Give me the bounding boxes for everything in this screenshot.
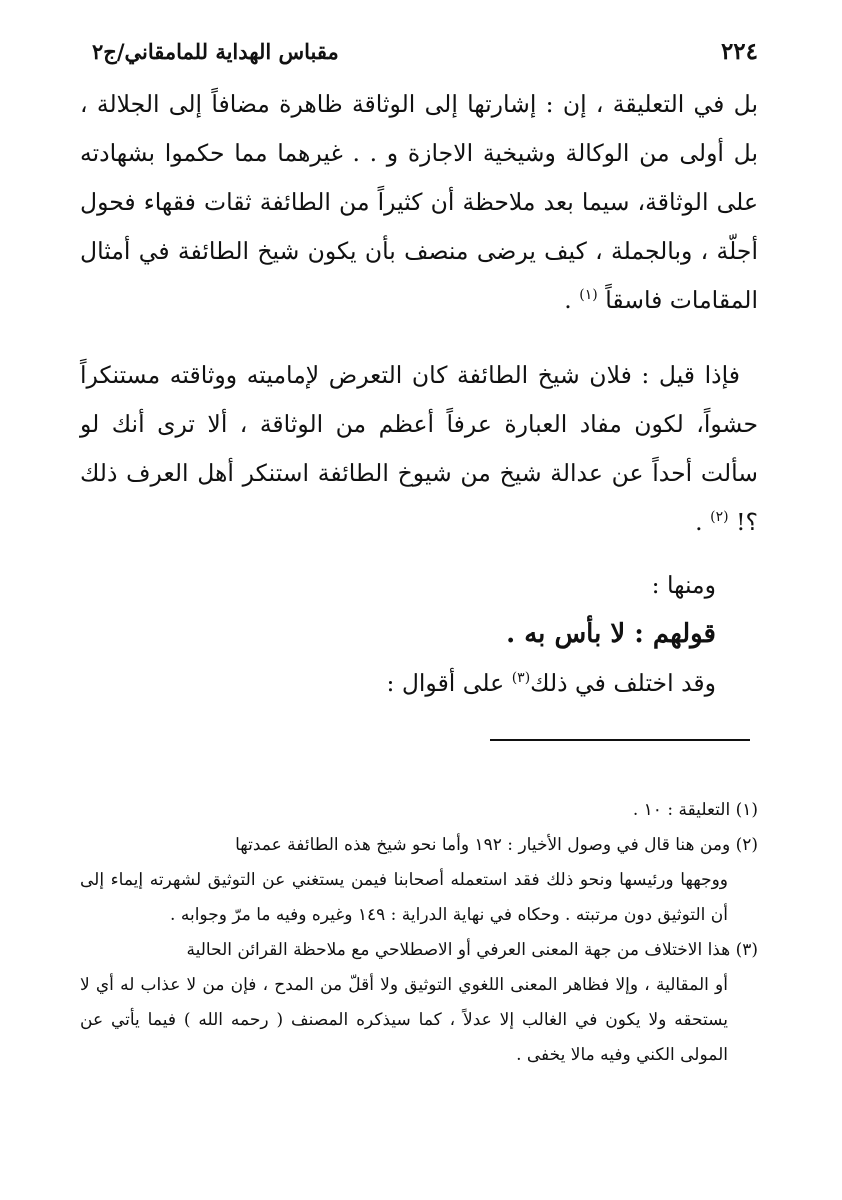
paragraph-1-text: بل في التعليقة ، إن : إشارتها إلى الوثاقة ظاهرة مضافاً إلى الجلالة ، بل أولى من الوكالة وشيخية الاجازة و . . غيرهما مما حكموا بشهادته على الوثاقة، سيما بعد ملاحظة أن كثيراً من الطائفة ثقات فقهاء فحول أجلّة ، وبالجملة ، كيف يرضى منصف بأن يكون شيخ الطائفة في أمثال المقامات فاسقاً	[80, 90, 758, 314]
footnote-3-continuation: أو المقالية ، وإلا فظاهر المعنى اللغوي التوثيق ولا أقلّ من المدح ، فإن من لا عذاب له أي لا يستحقه ولا يكون في الغالب إلا عدلاً ، كما سيذكره المصنف ( رحمه الله ) فيما يأتي عن المولى الكني وفيه مالا يخفى .	[80, 975, 728, 1065]
line-ikhtalaf	[80, 659, 758, 708]
footnote-3: (٣) هذا الاختلاف من جهة المعنى العرفي أو الاصطلاحي مع ملاحظة القرائن الحالية	[186, 940, 758, 960]
footnotes	[80, 793, 758, 1073]
page-number: ٢٢٤	[720, 37, 758, 65]
footnote-ref-3: (٣)	[511, 670, 531, 687]
line-minha: ومنها :	[651, 571, 716, 599]
line-qawluhum: قولهم : لا بأس به .	[506, 619, 716, 649]
line-ikhtalaf-end: على أقوال :	[386, 669, 505, 697]
paragraph-2-end: .	[695, 508, 703, 536]
footnote-separator	[490, 739, 750, 741]
paragraph-1	[80, 80, 758, 325]
footnote-ref-2: (٢)	[710, 509, 729, 526]
footnote-ref-1: (١)	[579, 287, 598, 304]
main-text	[80, 80, 758, 708]
footnote-1: (١) التعليقة : ١٠ .	[632, 800, 758, 820]
running-title: مقباس الهداية للمامقاني/ج٢	[92, 38, 339, 64]
line-ikhtalaf-text: وقد اختلف في ذلك	[530, 669, 716, 697]
paragraph-2-text: فإذا قيل : فلان شيخ الطائفة كان التعرض لإماميته ووثاقته مستنكراً حشواً، لكون مفاد العبارة عرفاً أعظم من الوثاقة ، ألا ترى أنك لو سألت أحداً عن عدالة شيخ من شيوخ الطائفة استنكر أهل العرف ذلك ؟!	[80, 361, 758, 536]
paragraph-1-end: .	[564, 286, 572, 314]
paragraph-2	[80, 351, 758, 547]
page-header	[92, 34, 758, 68]
footnote-2-continuation: ووجهها ورئيسها ونحو ذلك فقد استعمله أصحابنا فيمن يستغني عن التوثيق لشهرته إيماء إلى أن التوثيق دون مرتبته . وحكاه في نهاية الدراية : ١٤٩ وغيره وفيه ما مرّ وجوابه .	[80, 870, 728, 925]
footnote-2: (٢) ومن هنا قال في وصول الأخيار : ١٩٢ وأما نحو شيخ هذه الطائفة عمدتها	[235, 835, 758, 855]
